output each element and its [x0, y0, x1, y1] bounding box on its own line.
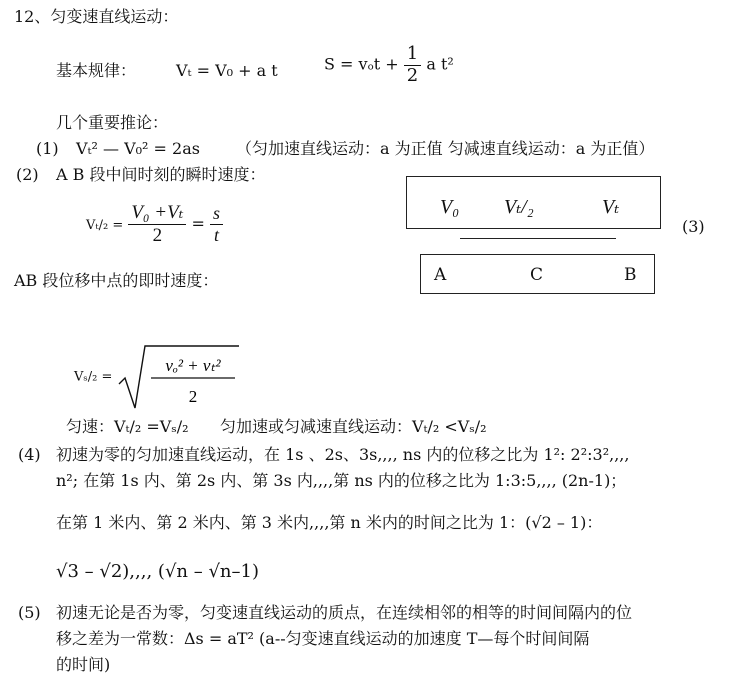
diagram-b: B: [624, 265, 637, 285]
rad-den: 2: [189, 387, 198, 406]
diagram-a: A: [434, 265, 447, 285]
half-num: 1: [404, 44, 421, 66]
rad-num: vₒ² + vₜ²: [165, 356, 222, 375]
segment-line: [460, 238, 616, 239]
radical: [117, 344, 241, 412]
item4-num: (4): [18, 445, 41, 464]
displacement-equation: [324, 44, 454, 86]
item5-line2: 移之差为一常数：Δs = aT² (a--匀变速直线运动的加速度 T—每个时间间隔: [56, 629, 590, 648]
frac2-den: t: [213, 224, 219, 245]
diagram-v0: V₀: [440, 196, 460, 218]
midtime-frac1: [128, 202, 186, 247]
vt-equation: Vₜ = V₀ + a t: [176, 61, 278, 80]
item2-text: A B 段中间时刻的瞬时速度：: [56, 165, 266, 184]
item3-num: (3): [682, 217, 705, 236]
item4-line4: √3 – √2),,,, (√n – √n–1): [56, 561, 259, 582]
half-fraction: [404, 44, 421, 86]
inferences-heading: 几个重要推论：: [56, 113, 169, 132]
item3-text: AB 段位移中点的即时速度：: [14, 271, 219, 290]
frac1-den: 2: [152, 224, 163, 246]
s-rhs: a t²: [426, 54, 454, 74]
frac-eq: =: [191, 213, 205, 233]
basic-label: 基本规律：: [56, 61, 137, 80]
frac1-num: V₀ +Vₜ: [128, 202, 186, 225]
diagram-vt: Vₜ: [602, 196, 620, 218]
midtime-formula: [86, 202, 223, 247]
item5-num: (5): [18, 603, 41, 622]
accel-compare-text: 匀加速或匀减速直线运动：Vₜ/₂ <Vₛ/₂: [220, 417, 487, 436]
item2-num: (2): [16, 165, 39, 184]
midtime-lhs: Vₜ/₂ =: [86, 217, 124, 233]
midpos-lhs: Vₛ/₂ =: [74, 369, 113, 385]
midtime-frac2: [210, 203, 223, 245]
uniform-text: 匀速：Vₜ/₂ =Vₛ/₂: [66, 417, 189, 436]
item5-line1: 初速无论是否为零，匀变速直线运动的质点，在连续相邻的相等的时间间隔内的位: [56, 603, 633, 622]
midpos-formula: [74, 344, 241, 412]
half-den: 2: [406, 64, 419, 86]
item4-line3: 在第 1 米内、第 2 米内、第 3 米内,,,,第 n 米内的时间之比为 1：(√2 – 1)：: [56, 513, 603, 532]
item4-line1: 初速为零的匀加速直线运动，在 1s 、2s、3s,,,, ns 内的位移之比为 1²: 2²:3²,,,,: [56, 445, 630, 464]
item4-line2: n²; 在第 1s 内、第 2s 内、第 3s 内,,,,第 ns 内的位移之比为 1:3:5,,,, (2n-1)；: [56, 471, 627, 490]
diagram-c: C: [530, 265, 544, 285]
s-lhs: S = vₒt +: [324, 54, 399, 74]
frac2-num: s: [210, 203, 223, 225]
item1-formula: Vₜ² — V₀² = 2as: [76, 139, 200, 158]
diagram-vmid: Vₜ/₂: [504, 196, 534, 218]
section-title: 12、匀变速直线运动：: [14, 7, 179, 26]
item1-note: （匀加速直线运动：a 为正值 匀减速直线运动：a 为正值）: [236, 139, 655, 158]
item5-line3: 的时间): [56, 655, 111, 674]
item1-num: (1): [36, 139, 59, 158]
